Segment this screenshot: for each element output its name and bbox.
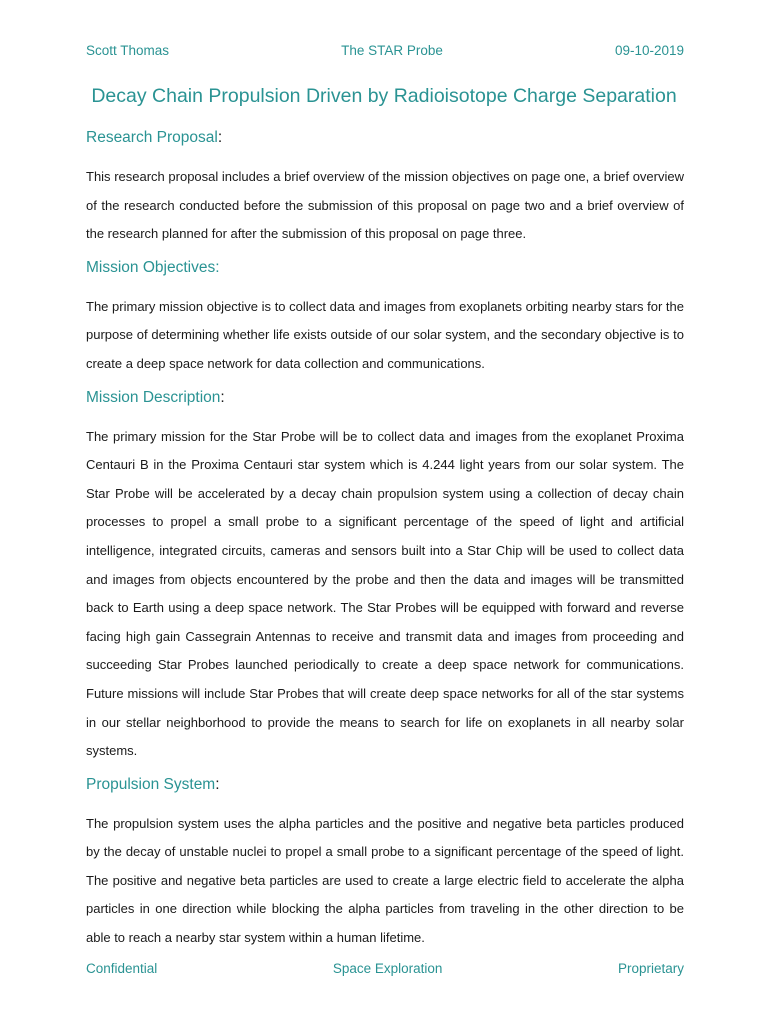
heading-text: Propulsion System: [86, 775, 216, 793]
header-project: The STAR Probe: [341, 43, 443, 58]
heading-research-proposal: [86, 128, 684, 148]
footer-proprietary: Proprietary: [617, 961, 684, 976]
header-date: 09-10-2019: [614, 43, 684, 58]
heading-mission-description: [86, 388, 684, 408]
heading-colon: :: [215, 775, 220, 793]
paragraph-research-proposal: This research proposal includes a brief overview of the mission objectives on page one, a brief overview of the research conducted before the submission of this proposal on page two and a brief overview of the research planned for after the submission of this proposal on page three.: [86, 169, 684, 242]
heading-text: Mission Objectives:: [86, 258, 220, 276]
heading-text: Research Proposal: [86, 129, 218, 146]
heading-colon: :: [220, 388, 225, 406]
footer-space-exploration: Space Exploration: [332, 961, 443, 976]
footer-confidential: Confidential: [86, 961, 158, 976]
page-header: [86, 43, 684, 58]
paragraph-mission-description: The primary mission for the Star Probe will be to collect data and images from the exoplanet Proxima Centauri B in the Proxima Centauri star system which is 4.244 light years from our solar system. The Star Probe will be accelerated by a decay chain propulsion system using a collection of decay chain processes to propel a small probe to a significant percentage of the speed of light and artificial intelligence, integrated circuits, cameras and sensors built into a Star Chip will be used to collect data and images from objects encountered by the probe and then the data and images will be transmitted back to Earth using a deep space network. The Star Probes will be equipped with forward and reverse facing high gain Cassegrain Antennas to receive and transmit data and images from proceeding and succeeding Star Probes launched periodically to create a deep space network for communications. Future missions will include Star Probes that will create deep space networks for all of the star systems in our stellar neighborhood to provide the means to search for life on exoplanets in all nearby solar systems.: [86, 428, 684, 759]
document-body: [86, 128, 684, 962]
header-author: Scott Thomas: [86, 43, 170, 58]
paragraph-mission-objectives: The primary mission objective is to collect data and images from exoplanets orbiting nearby stars for the purpose of determining whether life exists outside of our solar system, and the secondary objective is to create a deep space network for data collection and communications.: [86, 298, 684, 371]
paragraph-propulsion-system: The propulsion system uses the alpha particles and the positive and negative beta particles produced by the decay of unstable nuclei to propel a small probe to a significant percentage of the speed of light. The positive and negative beta particles are used to create a large electric field to accelerate the alpha particles in one direction while blocking the alpha particles from traveling in the other direction to be able to reach a nearby star system within a human lifetime.: [86, 815, 684, 946]
page-footer: [86, 961, 684, 976]
heading-mission-objectives: [86, 258, 684, 278]
heading-colon: :: [217, 129, 223, 146]
heading-propulsion-system: [86, 775, 684, 795]
heading-text: Mission Description: [86, 388, 221, 406]
document-title: Decay Chain Propulsion Driven by Radioisotope Charge Separation: [91, 85, 677, 107]
